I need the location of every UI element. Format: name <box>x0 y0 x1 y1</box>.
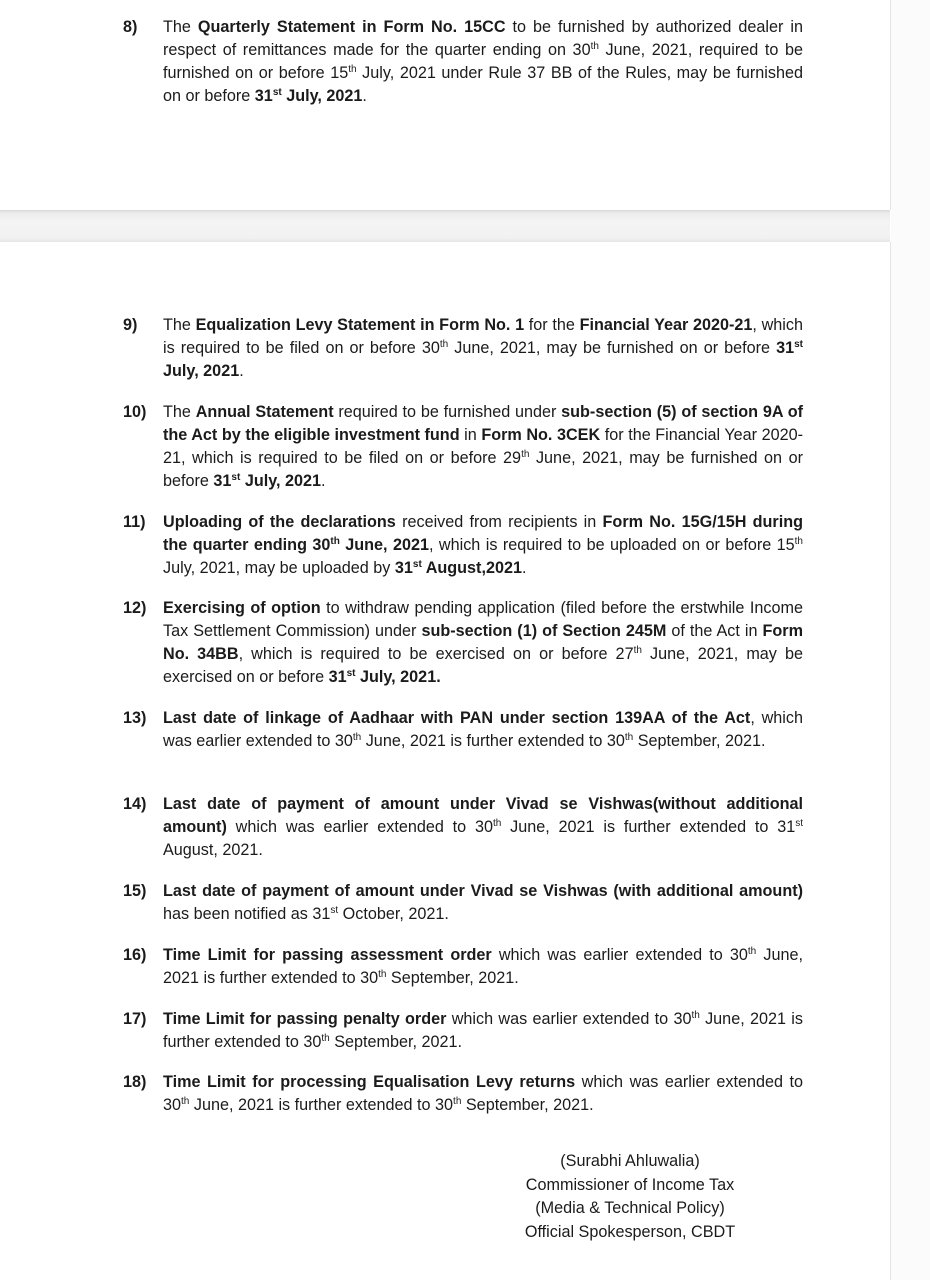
text-run: which was earlier extended to 30 <box>226 818 493 836</box>
item-16 <box>123 944 803 990</box>
text-run: . <box>362 87 367 105</box>
text-run: st <box>795 818 803 829</box>
item-10 <box>123 401 803 493</box>
item-9 <box>123 314 803 383</box>
text-run: June, 2021, may be exercised on or before <box>163 645 803 686</box>
text-run: in <box>459 426 482 444</box>
text-run: th <box>590 41 599 52</box>
text-run: July, 2021 <box>281 87 363 105</box>
text-run: September, 2021. <box>461 1096 594 1114</box>
item-text <box>163 597 803 689</box>
page-gap <box>0 210 890 242</box>
text-run: th <box>624 732 634 743</box>
text-run: th <box>439 339 449 350</box>
text-run: Annual Statement <box>195 403 334 421</box>
item-text <box>163 511 803 580</box>
item-text <box>163 793 803 862</box>
signature-block <box>500 1150 760 1244</box>
text-run: which was earlier extended to 30 <box>491 946 748 964</box>
item-13 <box>123 707 803 753</box>
page-2 <box>0 242 891 1280</box>
text-run: sub-section (1) of Section 245M <box>421 622 667 640</box>
text-run: Quarterly Statement in Form No. 15CC <box>197 18 506 36</box>
item-text <box>163 1071 803 1117</box>
text-run: th <box>321 1033 330 1044</box>
text-run: Last date of payment of amount under Vivad se Vishwas(without additional amount) <box>163 795 803 836</box>
text-run: Financial Year 2020-21 <box>579 316 753 334</box>
text-run: th <box>453 1096 462 1107</box>
text-run: June, 2021 is further extended to 30 <box>163 946 803 987</box>
text-run: Last date of payment of amount under Vivad se Vishwas (with additional amount) <box>163 882 803 900</box>
text-run: Form No. 34BB <box>163 622 803 663</box>
text-run: st <box>272 87 282 98</box>
text-run: July, 2021, may be uploaded by <box>163 559 395 577</box>
text-run: Equalization Levy Statement in Form No. 1 <box>195 316 525 334</box>
text-run: th <box>492 818 502 829</box>
item-8 <box>123 16 803 108</box>
text-run: Exercising of option <box>163 599 321 617</box>
text-run: , which is required to be uploaded on or before 15 <box>429 536 795 554</box>
text-run: th <box>633 645 642 656</box>
item-number: 16) <box>123 946 147 964</box>
text-run: July, 2021 <box>163 362 240 380</box>
item-number: 17) <box>123 1010 147 1028</box>
item-text <box>163 401 803 493</box>
text-run: July, 2021 under Rule 37 BB of the Rules, may be furnished on or before <box>163 64 804 105</box>
text-run: th <box>794 536 803 547</box>
text-run: to withdraw pending application (filed before the erstwhile Income Tax Settlement Commission) under <box>163 599 803 640</box>
text-run: 31 <box>776 339 795 357</box>
text-run: October, 2021. <box>338 905 449 923</box>
text-run: 31 <box>328 668 347 686</box>
signatory-role: Official Spokesperson, CBDT <box>524 1222 736 1241</box>
text-run: June, 2021, may be furnished on or before <box>448 339 777 357</box>
text-run: September, 2021. <box>386 969 519 987</box>
text-run: Form No. 15G/15H during the quarter ending 30 <box>163 513 803 554</box>
text-run: . <box>521 559 527 577</box>
text-run: received from recipients in <box>395 513 603 531</box>
signatory-name: (Surabhi Ahluwalia) <box>560 1152 700 1170</box>
text-run: th <box>330 536 340 547</box>
item-number: 8) <box>123 18 138 36</box>
item-number: 10) <box>123 403 147 421</box>
item-15 <box>123 880 803 926</box>
text-run: June, 2021 is further extended to 30 <box>163 1010 803 1051</box>
text-run: Time Limit for passing assessment order <box>163 946 492 964</box>
text-run: . <box>239 362 244 380</box>
text-run: which was earlier extended to 30 <box>163 1073 804 1114</box>
item-text <box>163 880 803 926</box>
text-run: th <box>521 449 530 460</box>
text-run: of the Act in <box>666 622 763 640</box>
item-17 <box>123 1008 803 1054</box>
signatory-designation: Commissioner of Income Tax <box>525 1175 735 1194</box>
text-run: required to be furnished under <box>333 403 562 421</box>
text-run: th <box>352 732 362 743</box>
text-run: , which was earlier extended to 30 <box>163 709 803 750</box>
item-12 <box>123 597 803 689</box>
text-run: th <box>378 969 387 980</box>
text-run: 31 <box>254 87 273 105</box>
text-run: June, 2021, may be furnished on or before <box>163 449 803 490</box>
text-run: st <box>412 559 422 570</box>
item-number: 12) <box>123 599 147 617</box>
item-text <box>163 1008 803 1054</box>
page-margin <box>891 0 930 1280</box>
text-run: st <box>346 668 356 679</box>
text-run: for the <box>524 316 580 334</box>
text-run: June, 2021 is further extended to 31 <box>501 818 796 836</box>
item-number: 11) <box>123 513 146 531</box>
signatory-department: (Media & Technical Policy) <box>535 1199 725 1217</box>
text-run: September, 2021. <box>329 1033 463 1051</box>
item-number: 9) <box>123 316 138 334</box>
text-run: The <box>163 316 196 334</box>
text-run: sub-section (5) of section 9A of the Act by the eligible investment fund <box>163 403 803 444</box>
text-run: th <box>181 1096 190 1107</box>
item-text <box>163 707 803 753</box>
text-run: 31 <box>394 559 413 577</box>
text-run: June, 2021 is further extended to 30 <box>361 732 625 750</box>
text-run: has been notified as 31 <box>163 905 331 923</box>
text-run: June, 2021 is further extended to 30 <box>189 1096 454 1114</box>
text-run: June, 2021, required to be furnished on or before 15 <box>163 41 803 82</box>
text-run: which was earlier extended to 30 <box>446 1010 692 1028</box>
text-run: July, 2021. <box>355 668 441 686</box>
text-run: , which is required to be filed on or before 30 <box>163 316 803 357</box>
text-run: , which is required to be exercised on or before 27 <box>238 645 634 663</box>
text-run: June, 2021 <box>339 536 429 554</box>
item-number: 13) <box>123 709 147 727</box>
item-14 <box>123 793 803 862</box>
text-run: Uploading of the declarations <box>163 513 396 531</box>
text-run: Form No. 3CEK <box>481 426 601 444</box>
item-number: 18) <box>123 1073 147 1091</box>
text-run: The <box>163 18 198 36</box>
text-run: Last date of linkage of Aadhaar with PAN under section 139AA of the Act <box>163 709 751 727</box>
text-run: th <box>691 1010 700 1021</box>
item-11 <box>123 511 803 580</box>
text-run: . <box>321 472 326 490</box>
text-run: The <box>163 403 196 421</box>
text-run: to be furnished by authorized dealer in respect of remittances made for the quarter ending on 30 <box>163 18 803 59</box>
item-text <box>163 944 803 990</box>
item-text <box>163 314 803 383</box>
text-run: st <box>794 339 803 350</box>
text-run: th <box>747 946 757 957</box>
text-run: 31 <box>213 472 232 490</box>
text-run: Time Limit for processing Equalisation Levy returns <box>163 1073 576 1091</box>
item-number: 15) <box>123 882 147 900</box>
text-run: for the Financial Year 2020-21, which is required to be filed on or before 29 <box>163 426 803 467</box>
text-run: August,2021 <box>421 559 522 577</box>
text-run: August, 2021. <box>163 841 263 859</box>
text-run: th <box>348 64 357 75</box>
text-run: July, 2021 <box>240 472 322 490</box>
item-18 <box>123 1071 803 1117</box>
text-run: Time Limit for passing penalty order <box>163 1010 447 1028</box>
text-run: September, 2021. <box>633 732 766 750</box>
item-text <box>163 16 803 108</box>
text-run: st <box>231 472 241 483</box>
item-number: 14) <box>123 795 147 813</box>
text-run: st <box>330 905 339 916</box>
